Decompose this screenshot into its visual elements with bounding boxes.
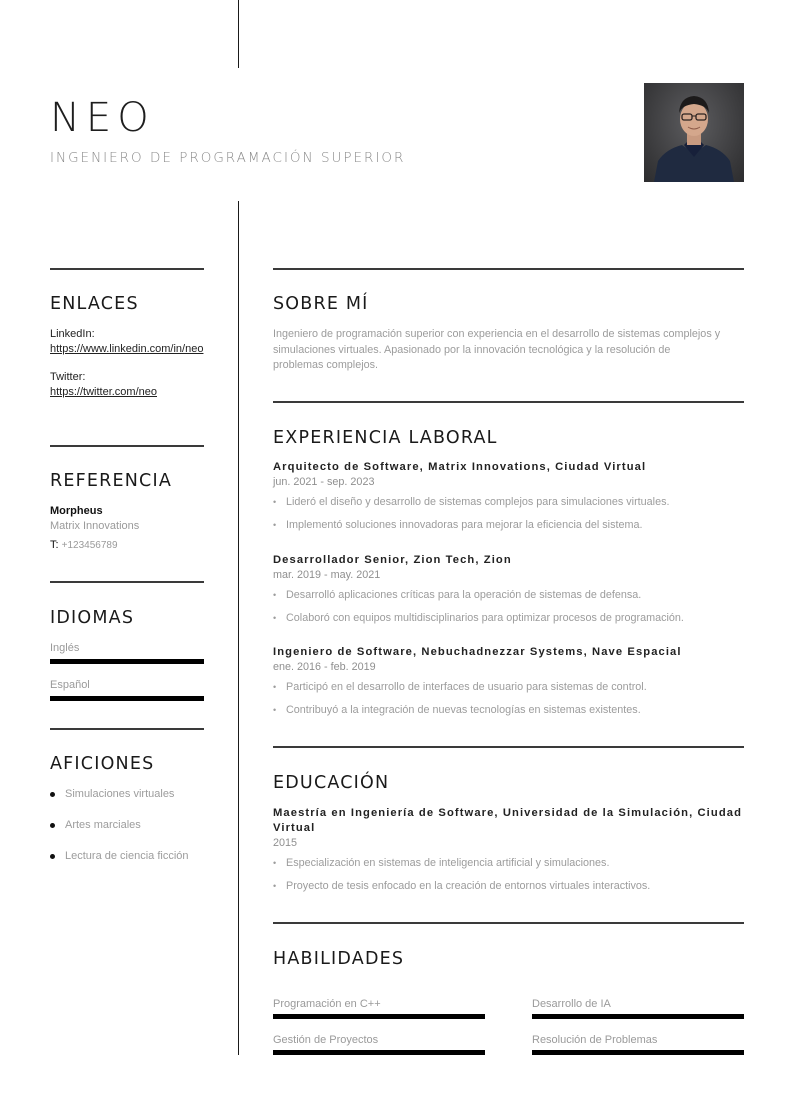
hobbies-heading: AFICIONES <box>50 754 155 774</box>
skill-level-bar <box>273 1014 485 1019</box>
job-dates: jun. 2021 - sep. 2023 <box>273 476 375 488</box>
reference-phone-row <box>50 538 204 553</box>
twitter-label: Twitter: <box>50 371 86 383</box>
section-divider <box>50 581 204 583</box>
skill-level-bar <box>273 1050 485 1055</box>
links-heading: ENLACES <box>50 294 139 314</box>
person-portrait-icon <box>644 83 744 182</box>
phone-label: T: <box>50 539 59 551</box>
skill-item <box>532 1033 744 1055</box>
skill-name: Gestión de Proyectos <box>273 1034 379 1046</box>
skill-name: Programación en C++ <box>273 998 381 1010</box>
job-bullet: • Implementó soluciones innovadoras para mejorar la eficiencia del sistema. <box>273 518 744 532</box>
linkedin-link[interactable]: https://www.linkedin.com/in/neo <box>50 343 204 355</box>
education-heading: EDUCACIÓN <box>273 773 390 793</box>
reference-phone: +123456789 <box>61 540 118 551</box>
skills-heading: HABILIDADES <box>273 949 405 969</box>
twitter-link[interactable]: https://twitter.com/neo <box>50 386 157 398</box>
reference-heading: REFERENCIA <box>50 471 172 491</box>
hobby-item: Simulaciones virtuales <box>50 787 210 802</box>
hobbies-list <box>50 787 210 864</box>
column-vertical-divider <box>238 201 239 1055</box>
skill-name: Resolución de Problemas <box>532 1034 658 1046</box>
job-entry <box>273 645 744 726</box>
section-divider <box>273 268 744 270</box>
education-entry <box>273 806 744 902</box>
hobby-item: Lectura de ciencia ficción <box>50 849 210 864</box>
degree-title: Maestría en Ingeniería de Software, Universidad de la Simulación, Ciudad Virtual <box>273 807 743 834</box>
candidate-title: INGENIERO DE PROGRAMACIÓN SUPERIOR <box>50 150 406 166</box>
job-title: Arquitecto de Software, Matrix Innovations, Ciudad Virtual <box>273 461 647 473</box>
education-bullet: • Especialización en sistemas de inteligencia artificial y simulaciones. <box>273 856 744 870</box>
reference-section <box>50 504 204 553</box>
language-level-bar <box>50 696 204 701</box>
job-bullet: • Contribuyó a la integración de nuevas tecnologías en sistemas existentes. <box>273 703 744 717</box>
skill-name: Desarrollo de IA <box>532 998 611 1010</box>
reference-company: Matrix Innovations <box>50 520 140 532</box>
job-dates: mar. 2019 - may. 2021 <box>273 569 381 581</box>
job-title: Desarrollador Senior, Zion Tech, Zion <box>273 554 512 566</box>
education-bullet: • Proyecto de tesis enfocado en la creación de entornos virtuales interactivos. <box>273 879 744 893</box>
experience-heading: EXPERIENCIA LABORAL <box>273 428 498 448</box>
links-section <box>50 327 204 400</box>
languages-heading: IDIOMAS <box>50 608 135 628</box>
skill-item <box>532 997 744 1019</box>
job-bullet: • Desarrolló aplicaciones críticas para la operación de sistemas de defensa. <box>273 588 744 602</box>
hobby-item: Artes marciales <box>50 818 210 833</box>
section-divider <box>50 268 204 270</box>
linkedin-label: LinkedIn: <box>50 328 95 340</box>
language-name: Español <box>50 679 90 691</box>
skill-level-bar <box>532 1050 744 1055</box>
languages-list <box>50 641 204 701</box>
job-dates: ene. 2016 - feb. 2019 <box>273 661 376 673</box>
profile-photo <box>644 83 744 182</box>
job-bullet: • Participó en el desarrollo de interfaces de usuario para sistemas de control. <box>273 680 744 694</box>
about-text: Ingeniero de programación superior con experiencia en el desarrollo de sistemas complejos y simulaciones virtuales. Apasionado por la innovación tecnológica y la resolución de problemas complejos. <box>273 328 721 371</box>
skill-level-bar <box>532 1014 744 1019</box>
job-bullet: • Colaboró con equipos multidisciplinarios para optimizar procesos de programación. <box>273 611 744 625</box>
job-title: Ingeniero de Software, Nebuchadnezzar Systems, Nave Espacial <box>273 646 682 658</box>
candidate-name: NEO <box>50 95 155 141</box>
reference-name: Morpheus <box>50 505 103 517</box>
section-divider <box>50 445 204 447</box>
degree-year: 2015 <box>273 837 298 849</box>
skill-item <box>273 1033 485 1055</box>
job-entry <box>273 460 744 541</box>
section-divider <box>273 746 744 748</box>
section-divider <box>50 728 204 730</box>
skill-item <box>273 997 485 1019</box>
job-entry <box>273 553 744 634</box>
top-vertical-divider <box>238 0 239 68</box>
language-name: Inglés <box>50 642 80 654</box>
section-divider <box>273 922 744 924</box>
section-divider <box>273 401 744 403</box>
job-bullet: • Lideró el diseño y desarrollo de sistemas complejos para simulaciones virtuales. <box>273 495 744 509</box>
language-level-bar <box>50 659 204 664</box>
about-heading: SOBRE MÍ <box>273 294 369 314</box>
